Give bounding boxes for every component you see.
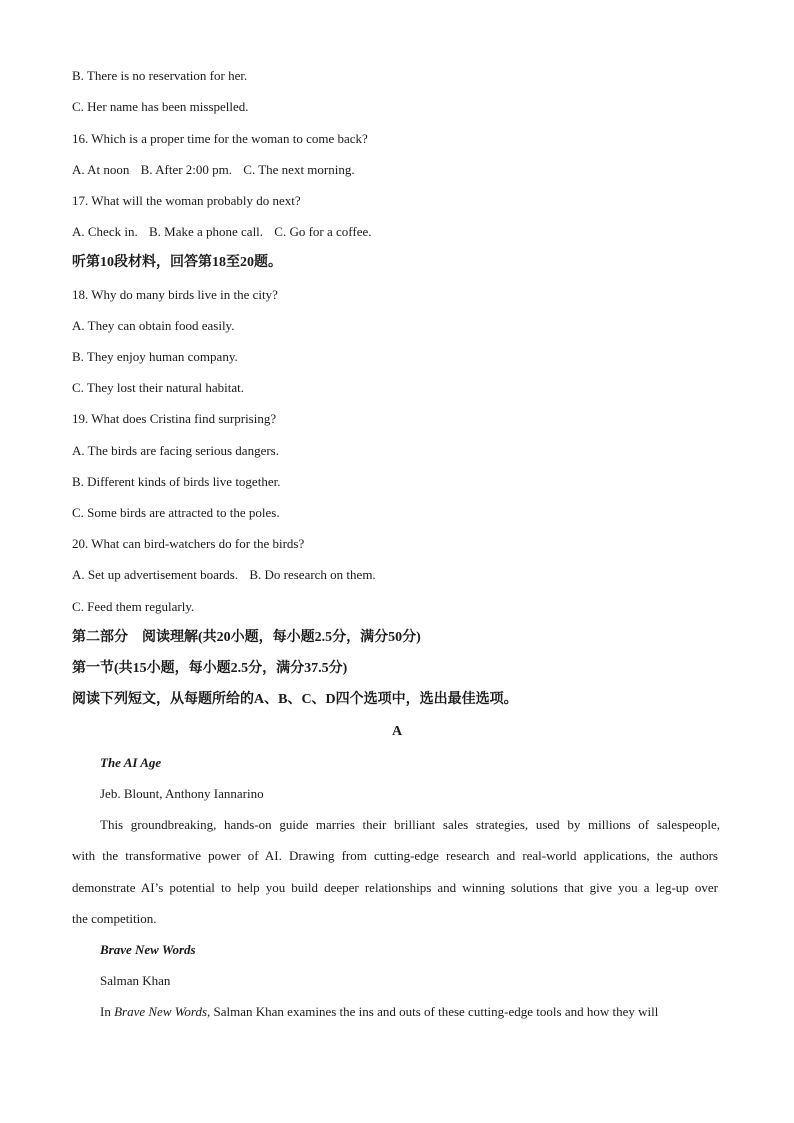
q18-option-b: B. They enjoy human company. (72, 349, 238, 364)
q16-option-c: C. The next morning. (243, 162, 355, 177)
book-authors: Jeb. Blount, Anthony Iannarino (100, 786, 264, 801)
q18-question: 18. Why do many birds live in the city? (72, 287, 278, 302)
q18-option-a: A. They can obtain food easily. (72, 318, 235, 333)
q20-option-a: A. Set up advertisement boards. (72, 567, 239, 582)
passage-label: A (391, 724, 403, 739)
book-title-brave-new-words: Brave New Words (100, 942, 196, 957)
book-title-ai-age: The AI Age (100, 755, 162, 770)
book-description-line: This groundbreaking, hands-on guide marries their brilliant sales strategies, used by millions of salespeople, (100, 817, 720, 832)
q17-options (72, 224, 724, 240)
q20-question: 20. What can bird-watchers do for the birds? (72, 536, 305, 551)
book-description-line: demonstrate AI’s potential to help you build deeper relationships and winning solutions that give you a leg-up over (72, 880, 718, 895)
q15-option-c: C. Her name has been misspelled. (72, 99, 249, 114)
q15-option-b: B. There is no reservation for her. (72, 68, 248, 83)
reading-instruction: 阅读下列短文，从每题所给的A、B、C、D四个选项中，选出最佳选项。 (72, 692, 518, 707)
q19-question: 19. What does Cristina find surprising? (72, 411, 277, 426)
q20-option-b: B. Do research on them. (249, 567, 376, 582)
section-10-heading: 听第10段材料，回答第18至20题。 (72, 255, 282, 270)
q19-option-b: B. Different kinds of birds live together. (72, 474, 281, 489)
section-one-heading: 第一节(共15小题，每小题2.5分，满分37.5分) (72, 661, 348, 676)
book-description-line (100, 1004, 724, 1020)
q19-option-c: C. Some birds are attracted to the poles. (72, 505, 280, 520)
part-two-heading: 第二部分 阅读理解(共20小题，每小题2.5分，满分50分) (72, 630, 421, 645)
q16-option-b: B. After 2:00 pm. (140, 162, 233, 177)
description-text: , Salman Khan examines the ins and outs of these cutting-edge tools and how they will (207, 1004, 659, 1019)
q16-option-a: A. At noon (72, 162, 130, 177)
q17-option-a: A. Check in. (72, 224, 138, 239)
q19-option-a: A. The birds are facing serious dangers. (72, 443, 279, 458)
book-description-line: with the transformative power of AI. Drawing from cutting-edge research and real-world applications, the authors (72, 848, 718, 863)
q16-question: 16. Which is a proper time for the woman to come back? (72, 131, 368, 146)
q20-option-c: C. Feed them regularly. (72, 599, 195, 614)
q20-options-ab (72, 567, 724, 583)
book-description-line: the competition. (72, 911, 157, 926)
book-author: Salman Khan (100, 973, 171, 988)
inline-book-title: Brave New Words (114, 1004, 208, 1019)
q18-option-c: C. They lost their natural habitat. (72, 380, 244, 395)
description-prefix: In (100, 1004, 111, 1019)
q17-question: 17. What will the woman probably do next? (72, 193, 301, 208)
q17-option-b: B. Make a phone call. (148, 224, 264, 239)
q17-option-c: C. Go for a coffee. (274, 224, 372, 239)
q16-options (72, 162, 724, 178)
